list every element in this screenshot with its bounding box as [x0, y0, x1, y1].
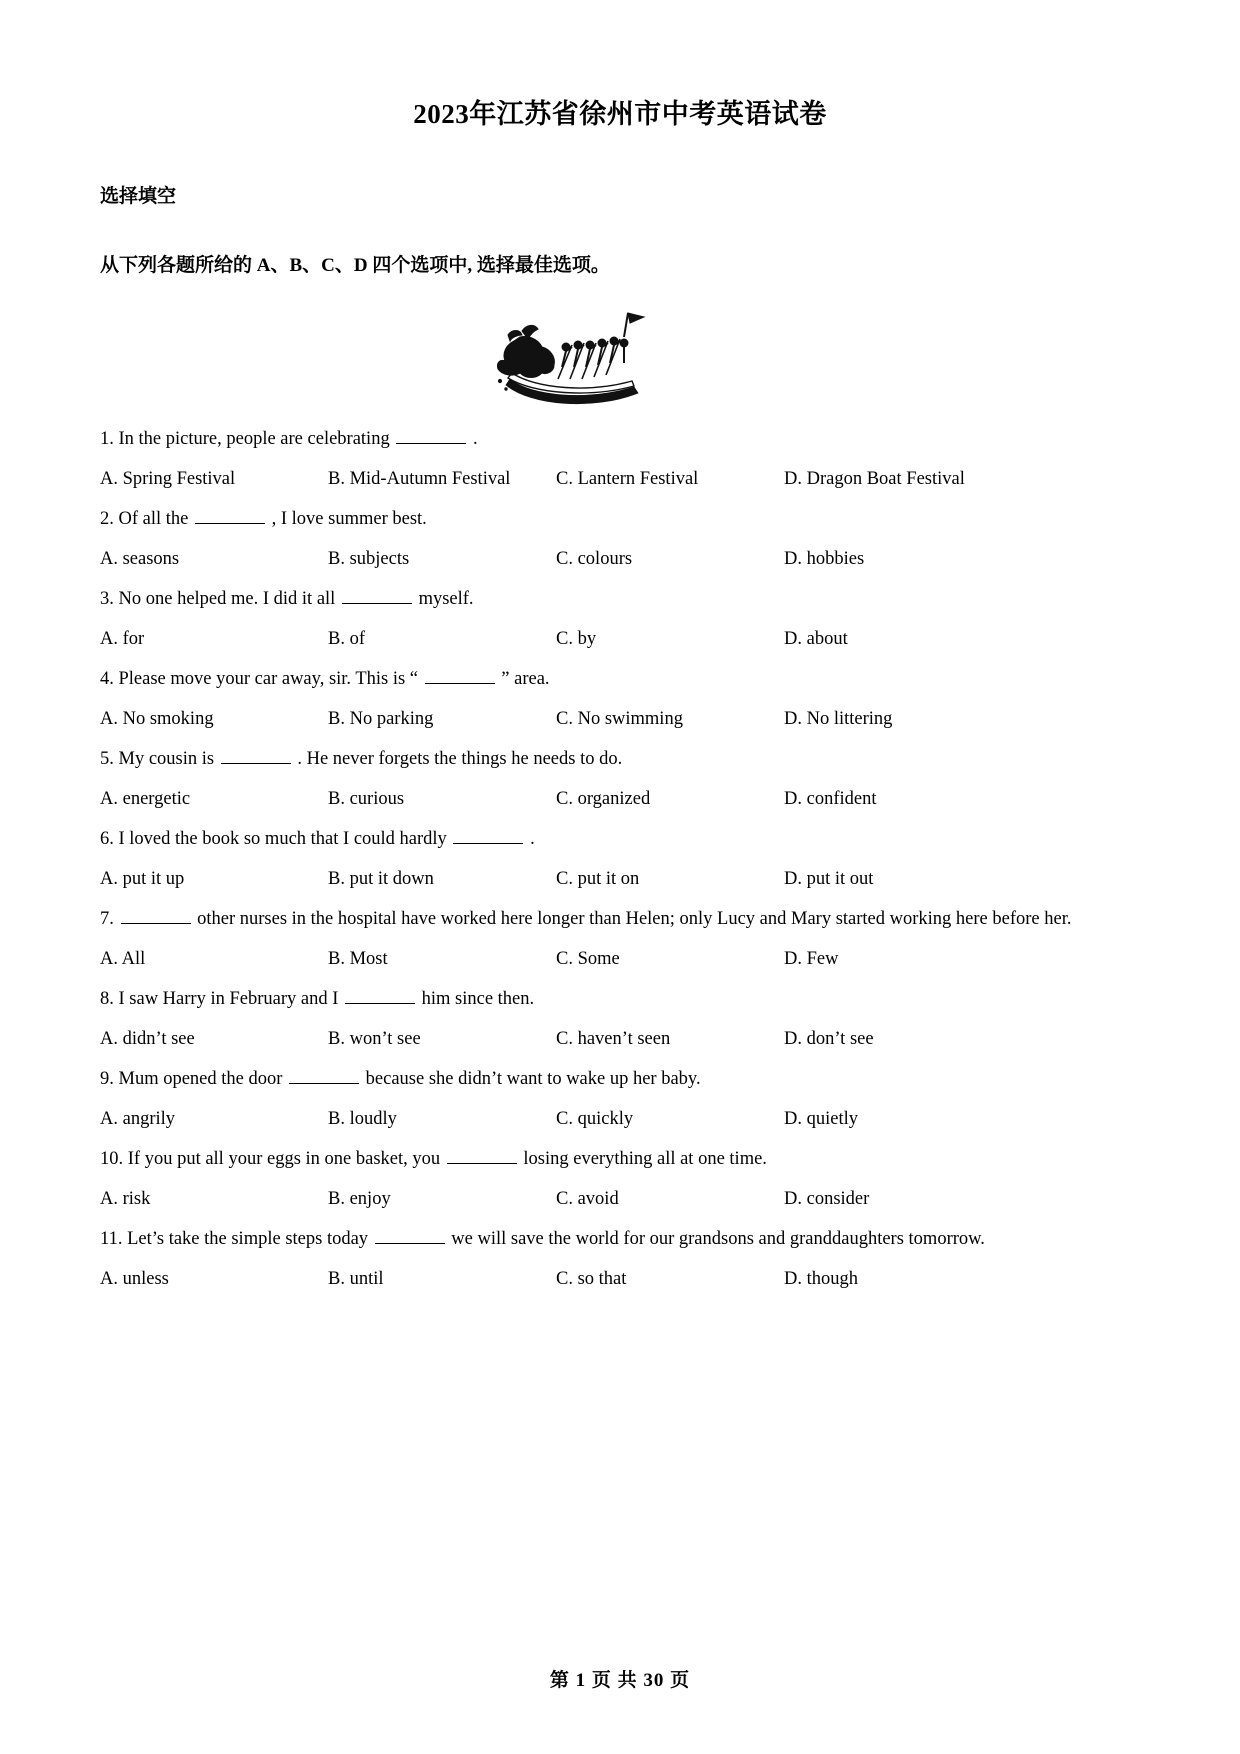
question-number: 4.: [100, 668, 114, 689]
question-text-after-blank: him since then.: [421, 988, 535, 1009]
option-choice[interactable]: B. curious: [328, 788, 405, 809]
option-choice[interactable]: C. quickly: [556, 1108, 634, 1129]
question-block: [100, 499, 1140, 579]
option-choice[interactable]: D. about: [784, 628, 848, 649]
question-text-before-blank: I loved the book so much that I could hardly: [118, 828, 447, 849]
answer-blank: [289, 1067, 359, 1084]
option-choice[interactable]: D. though: [784, 1268, 858, 1289]
answer-blank: [195, 507, 265, 524]
option-choice[interactable]: A. put it up: [100, 868, 185, 889]
option-choice[interactable]: B. loudly: [328, 1108, 397, 1129]
answer-blank: [447, 1147, 517, 1164]
question-text-before-blank: Please move your car away, sir. This is “: [118, 668, 419, 689]
option-choice[interactable]: D. Few: [784, 948, 839, 969]
option-choice[interactable]: A. unless: [100, 1268, 169, 1289]
question-text-after-blank: .: [530, 828, 535, 849]
figure-container: [100, 301, 1140, 419]
option-choice[interactable]: C. No swimming: [556, 708, 683, 729]
option-choice[interactable]: B. won’t see: [328, 1028, 421, 1049]
answer-blank: [345, 987, 415, 1004]
option-choice[interactable]: B. until: [328, 1268, 384, 1289]
option-choice[interactable]: A. angrily: [100, 1108, 176, 1129]
option-row: [100, 779, 1140, 819]
question-block: [100, 659, 1140, 739]
option-choice[interactable]: C. put it on: [556, 868, 640, 889]
answer-blank: [375, 1227, 445, 1244]
question-text-before-blank: Mum opened the door: [118, 1068, 283, 1089]
question-text-before-blank: I saw Harry in February and I: [118, 988, 339, 1009]
answer-blank: [342, 587, 412, 604]
question-stem: [100, 579, 1140, 619]
answer-blank: [425, 667, 495, 684]
question-block: [100, 1139, 1140, 1219]
question-number: 6.: [100, 828, 114, 849]
question-block: [100, 1059, 1140, 1139]
page-title: 2023年江苏省徐州市中考英语试卷: [413, 99, 827, 129]
question-text-before-blank: Let’s take the simple steps today: [127, 1228, 369, 1249]
option-choice[interactable]: A. for: [100, 628, 145, 649]
question-stem: [100, 1059, 1140, 1099]
option-choice[interactable]: D. consider: [784, 1188, 870, 1209]
question-number: 2.: [100, 508, 114, 529]
option-row: [100, 1259, 1140, 1299]
question-text-before-blank: Of all the: [118, 508, 189, 529]
question-number: 1.: [100, 428, 114, 449]
option-choice[interactable]: C. Some: [556, 948, 620, 969]
option-choice[interactable]: A. Spring Festival: [100, 468, 236, 489]
question-stem: [100, 499, 1140, 539]
option-choice[interactable]: B. subjects: [328, 548, 410, 569]
question-stem: [100, 1219, 1140, 1259]
option-choice[interactable]: D. No littering: [784, 708, 893, 729]
question-stem: [100, 979, 1140, 1019]
option-choice[interactable]: D. quietly: [784, 1108, 858, 1129]
section-instruction: 从下列各题所给的 A、B、C、D 四个选项中, 选择最佳选项。: [100, 255, 610, 277]
question-text-before-blank: In the picture, people are celebrating: [118, 428, 390, 449]
question-stem: [100, 739, 1140, 779]
option-row: [100, 1099, 1140, 1139]
question-number: 3.: [100, 588, 114, 609]
question-block: [100, 1219, 1140, 1299]
question-text-before-blank: My cousin is: [118, 748, 215, 769]
question-block: [100, 579, 1140, 659]
option-choice[interactable]: D. confident: [784, 788, 877, 809]
question-number: 7.: [100, 908, 114, 929]
page-footer: 第 1 页 共 30 页: [549, 1670, 691, 1691]
option-row: [100, 1019, 1140, 1059]
answer-blank: [396, 427, 466, 444]
question-text-before-blank: If you put all your eggs in one basket, you: [127, 1148, 441, 1169]
question-text-after-blank: myself.: [418, 588, 474, 609]
option-choice[interactable]: D. hobbies: [784, 548, 865, 569]
question-text-after-blank: , I love summer best.: [271, 508, 427, 529]
question-text-after-blank: we will save the world for our grandsons and granddaughters tomorrow.: [451, 1228, 985, 1249]
question-stem: [100, 1139, 1140, 1179]
answer-blank: [121, 907, 191, 924]
answer-blank: [453, 827, 523, 844]
option-choice[interactable]: D. Dragon Boat Festival: [784, 468, 965, 489]
question-stem: [100, 819, 1140, 859]
question-block: [100, 899, 1140, 979]
option-choice[interactable]: C. so that: [556, 1268, 627, 1289]
option-row: [100, 859, 1140, 899]
dragon-boat-racing-icon: [492, 301, 652, 419]
question-text-after-blank: . He never forgets the things he needs to do.: [297, 748, 623, 769]
option-choice[interactable]: A. seasons: [100, 548, 180, 569]
question-number: 10.: [100, 1148, 124, 1169]
answer-blank: [221, 747, 291, 764]
option-choice[interactable]: A. energetic: [100, 788, 191, 809]
option-choice[interactable]: C. avoid: [556, 1188, 619, 1209]
option-choice[interactable]: B. Mid-Autumn Festival: [328, 468, 511, 489]
question-text-before-blank: No one helped me. I did it all: [118, 588, 336, 609]
option-choice[interactable]: A. No smoking: [100, 708, 214, 729]
option-row: [100, 1179, 1140, 1219]
option-choice[interactable]: C. colours: [556, 548, 633, 569]
option-choice[interactable]: B. of: [328, 628, 365, 649]
question-number: 9.: [100, 1068, 114, 1089]
option-choice[interactable]: B. enjoy: [328, 1188, 391, 1209]
question-text-after-blank: .: [472, 428, 478, 449]
option-row: [100, 939, 1140, 979]
option-choice[interactable]: B. Most: [328, 948, 388, 969]
question-text-after-blank: ” area.: [501, 668, 550, 689]
option-choice[interactable]: B. put it down: [328, 868, 434, 889]
option-choice[interactable]: A. didn’t see: [100, 1028, 195, 1049]
option-choice[interactable]: C. haven’t seen: [556, 1028, 671, 1049]
option-choice[interactable]: D. don’t see: [784, 1028, 874, 1049]
option-row: [100, 539, 1140, 579]
option-choice[interactable]: B. No parking: [328, 708, 434, 729]
option-choice[interactable]: C. by: [556, 628, 597, 649]
question-block: [100, 419, 1140, 499]
question-text-after-blank: other nurses in the hospital have worked here longer than Helen; only Lucy and Mary started working here before her.: [197, 908, 1072, 929]
question-text-after-blank: because she didn’t want to wake up her baby.: [365, 1068, 701, 1089]
question-stem: [100, 419, 1140, 459]
option-choice[interactable]: C. organized: [556, 788, 651, 809]
question-stem: [100, 899, 1140, 939]
question-number: 8.: [100, 988, 114, 1009]
option-row: [100, 699, 1140, 739]
question-block: [100, 819, 1140, 899]
option-choice[interactable]: A. All: [100, 948, 146, 969]
option-row: [100, 619, 1140, 659]
section-heading: 选择填空: [100, 186, 177, 208]
question-stem: [100, 659, 1140, 699]
option-choice[interactable]: D. put it out: [784, 868, 874, 889]
question-block: [100, 979, 1140, 1059]
option-choice[interactable]: A. risk: [100, 1188, 151, 1209]
question-number: 5.: [100, 748, 114, 769]
option-row: [100, 459, 1140, 499]
option-choice[interactable]: C. Lantern Festival: [556, 468, 699, 489]
question-block: [100, 739, 1140, 819]
question-text-after-blank: losing everything all at one time.: [523, 1148, 767, 1169]
question-number: 11.: [100, 1228, 123, 1249]
question-list: [100, 419, 1140, 1299]
